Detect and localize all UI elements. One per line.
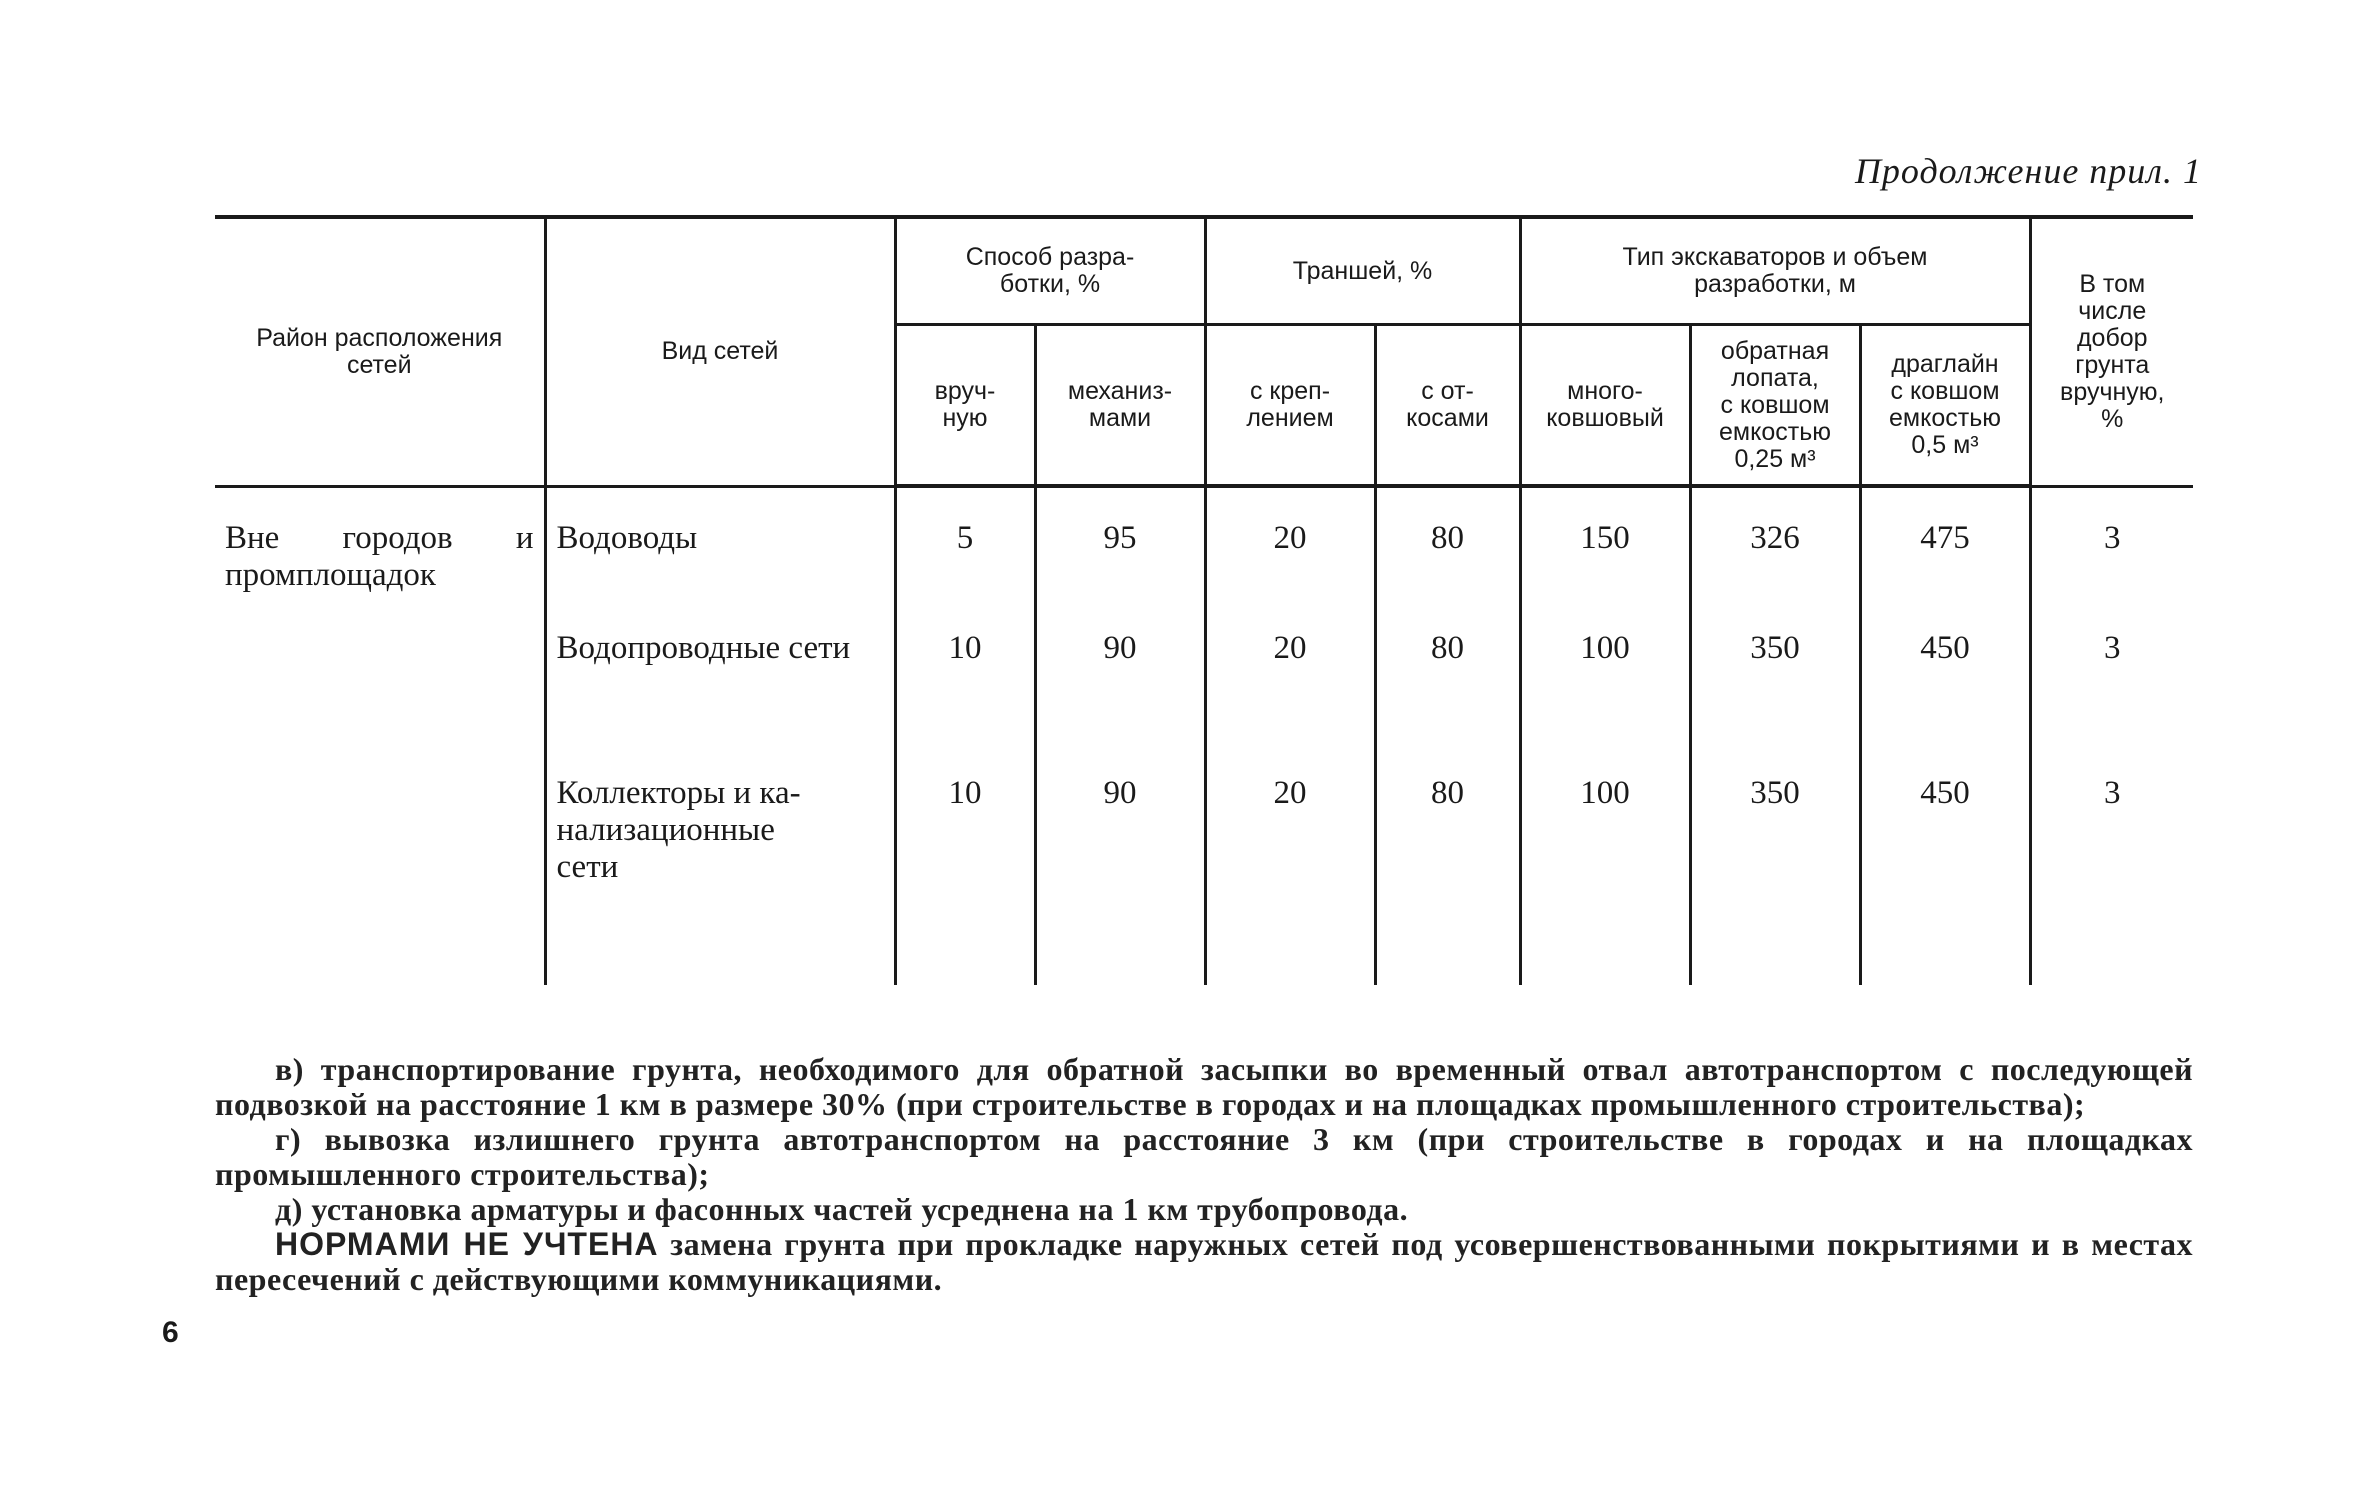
slopes-cell: 80	[1375, 630, 1520, 775]
header-multibucket: много- ковшовый	[1520, 325, 1690, 487]
dragline-cell: 475	[1860, 486, 2030, 630]
header-including: В том числе добор грунта вручную, %	[2030, 217, 2193, 486]
note-final-text: замена грунта при прокладке наружных сетей под усовершенствованными покрытиями и в местах пересечений с действующими коммуникациями.	[215, 1226, 2194, 1297]
mechanized-cell: 95	[1035, 486, 1205, 630]
manual-cell: 5	[895, 486, 1035, 630]
note-final-caps: НОРМАМИ НЕ УЧТЕНА	[275, 1226, 659, 1262]
note-item-g: г) вывозка излишнего грунта автотранспортом на расстояние 3 км (при строительстве в городах и на площадках промышленного строительства);	[215, 1121, 2193, 1192]
header-dragline: драглайн с ковшом емкостью 0,5 м³	[1860, 325, 2030, 487]
region-cell: Вне городов и промплощадок	[225, 519, 534, 593]
mechanized-cell: 90	[1035, 630, 1205, 775]
backhoe-cell: 350	[1690, 630, 1860, 775]
multibucket-cell: 100	[1520, 630, 1690, 775]
header-backhoe: обратная лопата, с ковшом емкостью 0,25 м³	[1690, 325, 1860, 487]
norms-table	[215, 215, 2193, 985]
note-item-d: д) установка арматуры и фасонных частей усреднена на 1 км трубопровода.	[275, 1191, 1409, 1227]
fastened-cell: 20	[1205, 630, 1375, 775]
backhoe-cell: 326	[1690, 486, 1860, 630]
manual-cell: 10	[895, 630, 1035, 775]
slopes-cell: 80	[1375, 486, 1520, 630]
note-item-v: в) транспортирование грунта, необходимого для обратной засыпки во временный отвал автотранспортом с последующей подвозкой на расстояние 1 км в размере 30% (при строительстве в городах и на площадках промышленного строительства);	[215, 1051, 2193, 1122]
note-final	[215, 1227, 2193, 1297]
dragline-cell: 450	[1860, 630, 2030, 775]
header-fastened: с креп- лением	[1205, 325, 1375, 487]
header-region: Район расположения сетей	[215, 217, 545, 486]
including-cell: 3	[2030, 775, 2193, 985]
multibucket-cell: 150	[1520, 486, 1690, 630]
network-cell: Водоводы	[545, 486, 895, 630]
header-slopes: с от- косами	[1375, 325, 1520, 487]
header-network-type: Вид сетей	[545, 217, 895, 486]
header-excavators: Тип экскаваторов и объем разработки, м	[1520, 217, 2030, 325]
backhoe-cell: 350	[1690, 775, 1860, 985]
manual-cell: 10	[895, 775, 1035, 985]
page-number: 6	[162, 1316, 179, 1349]
fastened-cell: 20	[1205, 775, 1375, 985]
mechanized-cell: 90	[1035, 775, 1205, 985]
multibucket-cell: 100	[1520, 775, 1690, 985]
network-cell: Коллекторы и ка- нализационные сети	[545, 775, 895, 985]
header-trenches: Траншей, %	[1205, 217, 1520, 325]
header-mechanized: механиз- мами	[1035, 325, 1205, 487]
notes-block	[215, 1052, 2193, 1297]
table-row	[215, 486, 2193, 630]
header-method: Способ разра- ботки, %	[895, 217, 1205, 325]
dragline-cell: 450	[1860, 775, 2030, 985]
fastened-cell: 20	[1205, 486, 1375, 630]
continuation-label: Продолжение прил. 1	[1854, 151, 2202, 191]
slopes-cell: 80	[1375, 775, 1520, 985]
network-cell: Водопроводные сети	[545, 630, 895, 775]
including-cell: 3	[2030, 486, 2193, 630]
header-manual: вруч- ную	[895, 325, 1035, 487]
including-cell: 3	[2030, 630, 2193, 775]
